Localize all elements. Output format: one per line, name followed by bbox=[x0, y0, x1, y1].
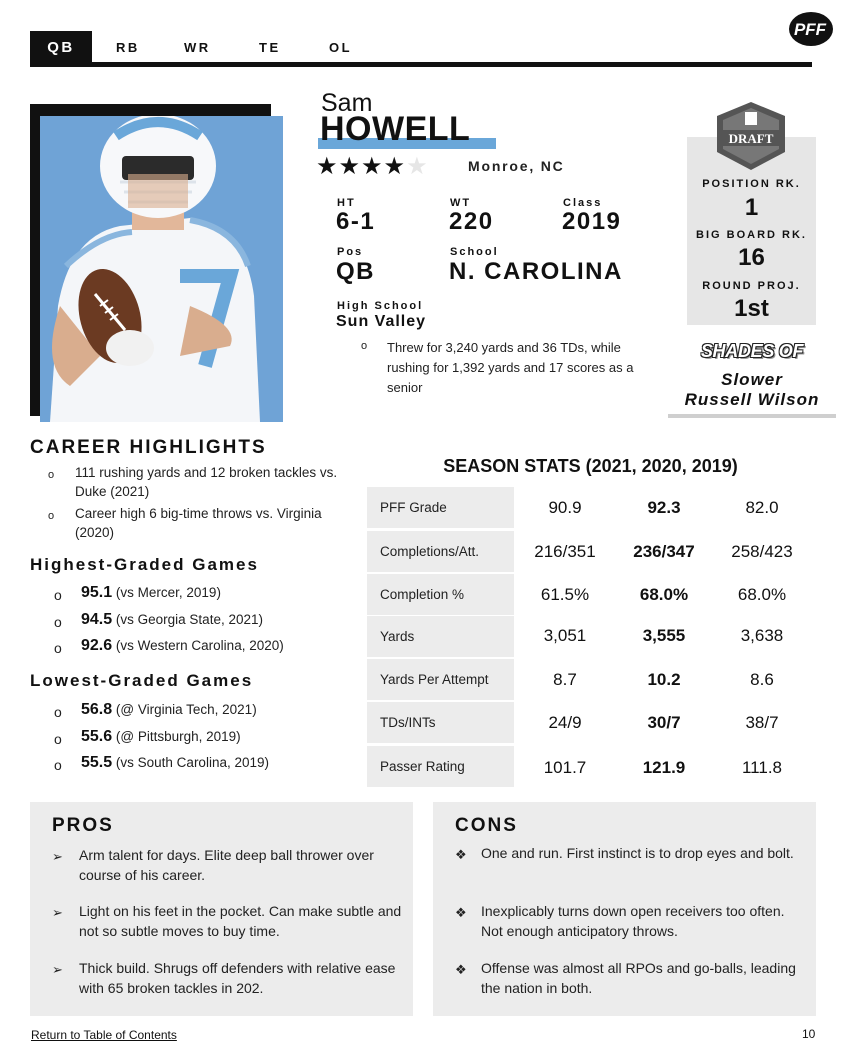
player-last-name: HOWELL bbox=[320, 110, 471, 148]
arrow-bullet-icon: ➢ bbox=[52, 905, 63, 920]
school-label: School bbox=[450, 246, 499, 258]
pff-logo bbox=[786, 9, 834, 49]
tab-qb[interactable]: QB bbox=[30, 31, 92, 63]
career-highlight-item: 111 rushing yards and 12 broken tackles vs. Duke (2021) bbox=[75, 465, 338, 499]
stat-value-2019: 111.8 bbox=[741, 758, 783, 777]
bullet-icon: o bbox=[54, 587, 62, 603]
stat-value-2021: 8.7 bbox=[553, 670, 577, 689]
stat-value-2019: 38/7 bbox=[745, 713, 779, 732]
stat-value-2019: 8.6 bbox=[750, 670, 774, 689]
pro-item: Light on his feet in the pocket. Can make subtle and not so subtle moves to buy time. bbox=[79, 903, 402, 939]
career-highlight-item: Career high 6 big-time throws vs. Virginia (2020) bbox=[75, 506, 322, 540]
game-grade: 95.1 bbox=[81, 584, 113, 601]
stat-value-2019: 3,638 bbox=[740, 626, 784, 645]
class-label: Class bbox=[563, 197, 603, 209]
position-value: QB bbox=[336, 258, 375, 285]
game-grade: 55.5 bbox=[81, 754, 113, 771]
highest-graded-heading: Highest-Graded Games bbox=[30, 555, 259, 574]
stat-value-2020: 236/347 bbox=[633, 542, 695, 561]
star-icon: ★ bbox=[383, 153, 407, 180]
arrow-bullet-icon: ➢ bbox=[52, 849, 63, 864]
shades-comparison-line2: Russell Wilson bbox=[684, 390, 820, 409]
round-proj-label: ROUND PROJ. bbox=[702, 280, 801, 292]
lowest-graded-heading: Lowest-Graded Games bbox=[30, 671, 254, 690]
height-value: 6-1 bbox=[336, 208, 376, 235]
weight-value: 220 bbox=[449, 208, 494, 235]
star-empty-icon: ★ bbox=[406, 153, 429, 180]
stat-value-2021: 216/351 bbox=[534, 542, 596, 561]
stat-value-2020: 3,555 bbox=[642, 626, 686, 645]
stat-value-2019: 258/423 bbox=[731, 542, 793, 561]
high-school-note: Threw for 3,240 yards and 36 TDs, while rushing for 1,392 yards and 17 scores as a senior bbox=[387, 340, 634, 395]
position-label: Pos bbox=[337, 246, 364, 258]
tab-te[interactable]: TE bbox=[259, 40, 281, 55]
big-board-label: BIG BOARD RK. bbox=[696, 229, 807, 241]
shades-of-title: SHADES OF bbox=[700, 341, 804, 361]
bullet-icon: o bbox=[54, 640, 62, 656]
bullet-icon: o bbox=[48, 510, 55, 522]
high-school-label: High School bbox=[337, 300, 424, 312]
shades-comparison-line1: Slower bbox=[721, 370, 783, 389]
bullet-icon: o bbox=[48, 469, 55, 481]
star-rating bbox=[316, 152, 429, 181]
stat-label: Yards Per Attempt bbox=[367, 659, 514, 700]
big-board-value: 16 bbox=[738, 244, 765, 271]
con-item: Inexplicably turns down open receivers too often. Not enough anticipatory throws. bbox=[481, 903, 785, 939]
stat-value-2020: 68.0% bbox=[639, 585, 689, 604]
stat-label: TDs/INTs bbox=[367, 702, 514, 743]
position-rank-value: 1 bbox=[744, 194, 759, 221]
con-item: One and run. First instinct is to drop eyes and bolt. bbox=[481, 845, 794, 861]
game-grade: 55.6 bbox=[81, 728, 113, 745]
lowest-game-row bbox=[81, 754, 269, 772]
tab-wr[interactable]: WR bbox=[184, 40, 211, 55]
stat-value-2020: 10.2 bbox=[647, 670, 681, 689]
stat-value-2020: 121.9 bbox=[642, 758, 686, 777]
game-grade: 56.8 bbox=[81, 701, 113, 718]
hometown: Monroe, NC bbox=[468, 158, 565, 174]
position-rank-label: POSITION RK. bbox=[702, 178, 801, 190]
stat-value-2021: 61.5% bbox=[540, 585, 590, 604]
nfl-draft-logo bbox=[711, 100, 791, 172]
game-detail: (vs Mercer, 2019) bbox=[115, 585, 221, 600]
stat-value-2020: 92.3 bbox=[647, 498, 681, 517]
game-detail: (vs Western Carolina, 2020) bbox=[115, 638, 284, 653]
draft-logo-text: DRAFT bbox=[728, 131, 774, 146]
con-item: Offense was almost all RPOs and go-balls, leading the nation in both. bbox=[481, 960, 796, 996]
highest-game-row bbox=[81, 637, 284, 655]
stat-label: Completions/Att. bbox=[367, 531, 514, 572]
high-school-value: Sun Valley bbox=[336, 313, 427, 330]
star-icon: ★ bbox=[316, 153, 339, 180]
season-stats-heading: SEASON STATS (2021, 2020, 2019) bbox=[443, 456, 738, 476]
star-icon: ★ bbox=[361, 153, 384, 180]
highest-game-row bbox=[81, 584, 221, 602]
pro-item: Arm talent for days. Elite deep ball thrower over course of his career. bbox=[79, 847, 374, 883]
diamond-bullet-icon: ❖ bbox=[455, 962, 467, 977]
weight-label: WT bbox=[450, 197, 472, 209]
quarterback-illustration bbox=[40, 116, 283, 422]
lowest-game-row bbox=[81, 701, 257, 719]
shades-divider bbox=[668, 414, 836, 418]
stat-value-2021: 90.9 bbox=[548, 498, 582, 517]
player-first-name: Sam bbox=[321, 89, 373, 117]
stat-value-2021: 24/9 bbox=[548, 713, 582, 732]
game-detail: (@ Pittsburgh, 2019) bbox=[115, 729, 241, 744]
cons-heading: CONS bbox=[455, 815, 518, 836]
arrow-bullet-icon: ➢ bbox=[52, 962, 63, 977]
tab-rb[interactable]: RB bbox=[116, 40, 140, 55]
pff-logo-text: PFF bbox=[793, 20, 827, 39]
stat-label: Yards bbox=[367, 616, 514, 657]
star-icon: ★ bbox=[338, 153, 362, 180]
player-photo bbox=[40, 116, 283, 422]
game-grade: 94.5 bbox=[81, 611, 113, 628]
pros-heading: PROS bbox=[52, 815, 114, 836]
school-value: N. CAROLINA bbox=[449, 258, 623, 285]
game-grade: 92.6 bbox=[81, 637, 113, 654]
tab-ol[interactable]: OL bbox=[329, 40, 353, 55]
return-to-toc-link[interactable]: Return to Table of Contents bbox=[31, 1028, 177, 1042]
stat-label: PFF Grade bbox=[367, 487, 514, 528]
game-detail: (vs Georgia State, 2021) bbox=[115, 612, 263, 627]
stat-label: Passer Rating bbox=[367, 746, 514, 787]
highest-game-row bbox=[81, 611, 263, 629]
bullet-icon: o bbox=[361, 340, 368, 352]
diamond-bullet-icon: ❖ bbox=[455, 905, 467, 920]
position-tabs bbox=[30, 31, 812, 67]
height-label: HT bbox=[337, 197, 356, 209]
bullet-icon: o bbox=[54, 614, 62, 630]
stat-value-2021: 101.7 bbox=[543, 758, 587, 777]
class-value: 2019 bbox=[562, 208, 622, 235]
game-detail: (@ Virginia Tech, 2021) bbox=[115, 702, 257, 717]
stat-value-2019: 82.0 bbox=[745, 498, 779, 517]
game-detail: (vs South Carolina, 2019) bbox=[115, 755, 269, 770]
bullet-icon: o bbox=[54, 757, 62, 773]
stat-label: Completion % bbox=[367, 574, 514, 615]
career-highlights-heading: CAREER HIGHLIGHTS bbox=[30, 437, 267, 458]
bullet-icon: o bbox=[54, 731, 62, 747]
round-proj-value: 1st bbox=[734, 295, 769, 322]
stat-value-2019: 68.0% bbox=[737, 585, 787, 604]
stat-value-2020: 30/7 bbox=[647, 713, 681, 732]
diamond-bullet-icon: ❖ bbox=[455, 847, 467, 862]
page-number: 10 bbox=[802, 1027, 816, 1041]
stat-value-2021: 3,051 bbox=[543, 626, 587, 645]
pro-item: Thick build. Shrugs off defenders with relative ease with 65 broken tackles in 202. bbox=[79, 960, 396, 996]
lowest-game-row bbox=[81, 728, 241, 746]
bullet-icon: o bbox=[54, 704, 62, 720]
